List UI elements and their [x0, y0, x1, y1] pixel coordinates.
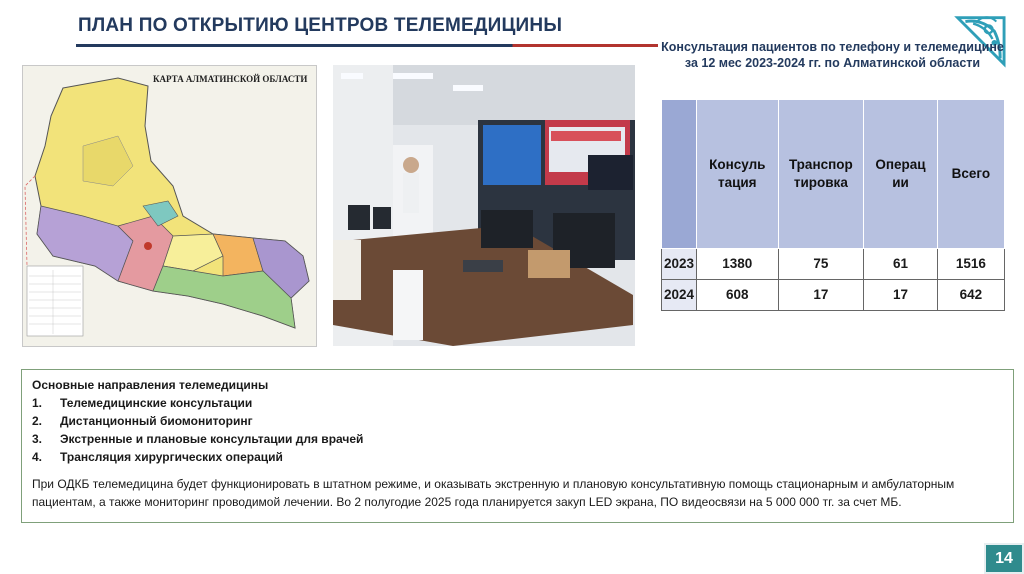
value-cell: 1380 — [697, 249, 778, 280]
slide-title: ПЛАН ПО ОТКРЫТИЮ ЦЕНТРОВ ТЕЛЕМЕДИЦИНЫ — [78, 15, 563, 36]
title-divider — [76, 44, 658, 47]
value-cell: 1516 — [937, 249, 1004, 280]
value-cell: 642 — [937, 280, 1004, 311]
map-illustration — [23, 66, 316, 346]
header-cell-corner — [662, 100, 697, 249]
info-panel — [21, 369, 1014, 523]
list-item: 1. Телемедицинские консультации — [32, 396, 253, 410]
value-cell: 75 — [778, 249, 864, 280]
year-cell: 2023 — [662, 249, 697, 280]
list-item: 2. Дистанционный биомониторинг — [32, 414, 253, 428]
table-row — [662, 280, 1005, 311]
table-row — [662, 249, 1005, 280]
consultations-table — [661, 99, 1005, 311]
value-cell: 17 — [778, 280, 864, 311]
page-number-badge: 14 — [984, 543, 1024, 574]
info-heading: Основные направления телемедицины — [32, 378, 269, 392]
header-cell-operations: Операц ии — [864, 100, 938, 249]
table-caption: Консультация пациентов по телефону и телемедицине за 12 мес 2023-2024 гг. по Алматинской области — [661, 40, 1004, 70]
value-cell: 608 — [697, 280, 778, 311]
year-cell: 2024 — [662, 280, 697, 311]
table-header-row — [662, 100, 1005, 249]
list-item: 4. Трансляция хирургических операций — [32, 450, 283, 464]
region-map — [22, 65, 317, 347]
info-paragraph: При ОДКБ телемедицина будет функционировать в штатном режиме, и оказывать экстренную и плановую консультативную помощь стационарным и амбулаторным пациентам, а также мониторинг проводимой лечении. Во 2 полугодие 2025 года планируется закуп LED экрана, ПО видеосвязи на 5 000 000 тг. за счет МБ. — [32, 477, 955, 509]
header-cell-consultation: Консуль тация — [697, 100, 778, 249]
value-cell: 61 — [864, 249, 938, 280]
value-cell: 17 — [864, 280, 938, 311]
map-title: КАРТА АЛМАТИНСКОЙ ОБЛАСТИ — [153, 74, 308, 84]
list-item: 3. Экстренные и плановые консультации для врачей — [32, 432, 364, 446]
header-cell-total: Всего — [937, 100, 1004, 249]
telemedicine-room-photo — [333, 65, 635, 346]
header-cell-transport: Транспор тировка — [778, 100, 864, 249]
directions-list — [32, 394, 1003, 466]
